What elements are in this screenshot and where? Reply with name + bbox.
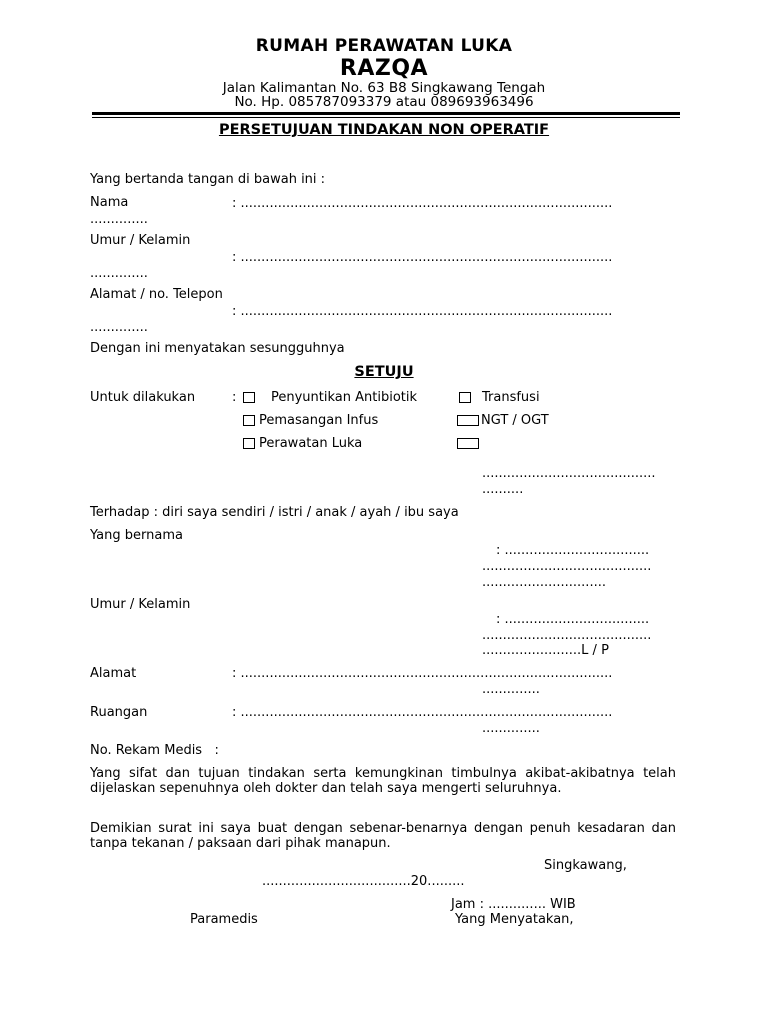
city-text: Singkawang, bbox=[544, 858, 627, 873]
untuk-dilakukan-colon: : bbox=[232, 390, 237, 405]
checkbox-penyuntikan-antibiotik[interactable] bbox=[243, 392, 255, 403]
yang-menyatakan-signature-label: Yang Menyatakan, bbox=[455, 912, 574, 927]
org-brand: RAZQA bbox=[339, 56, 429, 81]
yang-bernama-label: Yang bernama bbox=[90, 528, 183, 543]
intro-text: Yang bertanda tangan di bawah ini : bbox=[90, 172, 326, 187]
checkbox-other[interactable] bbox=[457, 438, 479, 449]
other-procedure-dots[interactable]: .......................................... bbox=[482, 466, 656, 481]
checkbox-ngt-ogt[interactable] bbox=[457, 415, 479, 426]
ruangan-dots[interactable]: : .......................................................................................... bbox=[232, 705, 613, 720]
option-transfusi: Transfusi bbox=[482, 390, 540, 405]
untuk-dilakukan-label: Untuk dilakukan bbox=[90, 390, 196, 405]
yang-bernama-dots-1[interactable]: : ................................... bbox=[496, 543, 650, 558]
umur-kelamin-2-dots-2[interactable]: ......................................... bbox=[482, 628, 652, 643]
terhadap-text: Terhadap : diri saya sendiri / istri / anak / ayah / ibu saya bbox=[90, 505, 459, 520]
option-pemasangan-infus: Pemasangan Infus bbox=[259, 413, 379, 428]
yang-bernama-dots-3[interactable]: .............................. bbox=[482, 575, 606, 590]
other-procedure-dots-tail[interactable]: .......... bbox=[482, 482, 524, 497]
setuju-heading: SETUJU bbox=[354, 364, 414, 380]
jam-text[interactable]: Jam : .............. WIB bbox=[451, 897, 576, 912]
alamat-dots[interactable]: : .......................................................................................... bbox=[232, 666, 613, 681]
form-title: PERSETUJUAN TINDAKAN NON OPERATIF bbox=[218, 122, 550, 138]
alamat-telepon-label: Alamat / no. Telepon bbox=[90, 287, 223, 302]
checkbox-transfusi[interactable] bbox=[459, 392, 471, 403]
umur-kelamin-2-dots-3[interactable]: ........................L / P bbox=[482, 643, 609, 658]
checkbox-pemasangan-infus[interactable] bbox=[243, 415, 255, 426]
option-perawatan-luka: Perawatan Luka bbox=[259, 436, 363, 451]
org-name: RUMAH PERAWATAN LUKA bbox=[255, 36, 513, 56]
rekam-medis-label: No. Rekam Medis : bbox=[90, 743, 219, 758]
ruangan-label: Ruangan bbox=[90, 705, 148, 720]
date-dots[interactable]: ....................................20......... bbox=[262, 874, 465, 889]
alamat-dots-tail[interactable]: .............. bbox=[482, 682, 540, 697]
umur-kelamin-2-label: Umur / Kelamin bbox=[90, 597, 191, 612]
nama-dots-tail[interactable]: .............. bbox=[90, 212, 148, 227]
umur-kelamin-2-dots-1[interactable]: : ................................... bbox=[496, 612, 650, 627]
umur-kelamin-dots[interactable]: : .......................................................................................... bbox=[232, 250, 613, 265]
org-phone: No. Hp. 085787093379 atau 089693963496 bbox=[234, 94, 534, 110]
alamat-telepon-dots-tail[interactable]: .............. bbox=[90, 320, 148, 335]
org-address: Jalan Kalimantan No. 63 B8 Singkawang Tengah bbox=[222, 80, 546, 96]
header-divider-thick bbox=[92, 112, 680, 115]
checkbox-perawatan-luka[interactable] bbox=[243, 438, 255, 449]
nama-dots[interactable]: : .......................................................................................... bbox=[232, 196, 613, 211]
option-penyuntikan-antibiotik: Penyuntikan Antibiotik bbox=[271, 390, 418, 405]
ruangan-dots-tail[interactable]: .............. bbox=[482, 721, 540, 736]
umur-kelamin-dots-tail[interactable]: .............. bbox=[90, 266, 148, 281]
alamat-label: Alamat bbox=[90, 666, 137, 681]
yang-bernama-dots-2[interactable]: ......................................... bbox=[482, 559, 652, 574]
explanation-paragraph: Yang sifat dan tujuan tindakan serta kemungkinan timbulnya akibat-akibatnya telah dijelaskan sepenuhnya oleh dokter dan telah saya mengerti seluruhnya. bbox=[90, 766, 676, 796]
nama-label: Nama bbox=[90, 195, 129, 210]
alamat-telepon-dots[interactable]: : .......................................................................................... bbox=[232, 304, 613, 319]
paramedis-signature-label: Paramedis bbox=[190, 912, 258, 927]
option-ngt-ogt: NGT / OGT bbox=[481, 413, 549, 428]
header-divider-thin bbox=[92, 117, 680, 118]
umur-kelamin-label: Umur / Kelamin bbox=[90, 233, 191, 248]
declaration-text: Dengan ini menyatakan sesungguhnya bbox=[90, 341, 345, 356]
sincerity-paragraph: Demikian surat ini saya buat dengan sebenar-benarnya dengan penuh kesadaran dan tanpa tekanan / paksaan dari pihak manapun. bbox=[90, 821, 676, 851]
